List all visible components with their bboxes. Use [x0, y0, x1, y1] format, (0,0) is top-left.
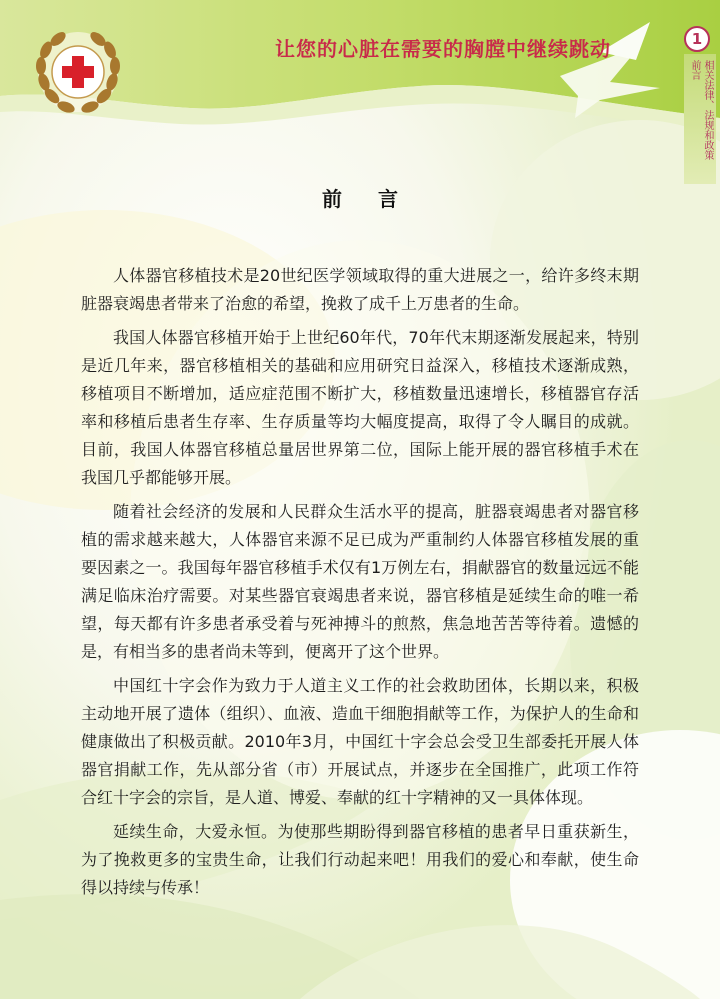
- paragraph: 延续生命，大爱永恒。为使那些期盼得到器官移植的患者早日重获新生，为了挽救更多的宝贵生命，让我们行动起来吧！用我们的爱心和奉献，使生命得以持续与传承！: [81, 822, 639, 897]
- red-cross-emblem-icon: [32, 28, 124, 116]
- paragraph: 人体器官移植技术是20世纪医学领域取得的重大进展之一，给许多终末期脏器衰竭患者带来了治愈的希望，挽救了成千上万患者的生命。: [81, 266, 639, 313]
- page-number: 1: [684, 26, 710, 52]
- side-tab-chapter-label: 前言: [689, 60, 700, 80]
- paragraph: 中国红十字会作为致力于人道主义工作的社会救助团体，长期以来，积极主动地开展了遗体（组织）、血液、造血干细胞捐献等工作，为保护人的生命和健康做出了积极贡献。2010年3月，中国红十字会总会受卫生部委托开展人体器官捐献工作，先从部分省（市）开展试点，并逐步在全国推广，此项工作符合红十字会的宗旨，是人道、博爱、奉献的红十字精神的又一具体体现。: [81, 676, 639, 807]
- header-slogan: 让您的心脏在需要的胸膛中继续跳动: [275, 37, 611, 61]
- paragraph: 我国人体器官移植开始于上世纪60年代，70年代末期逐渐发展起来，特别是近几年来，器官移植相关的基础和应用研究日益深入，移植技术逐渐成熟，移植项目不断增加，适应症范围不断扩大，移植数量迅速增长，移植器官存活率和移植后患者生存率、生存质量等均大幅度提高，取得了令人瞩目的成就。目前，我国人体器官移植总量居世界第二位，国际上能开展的器官移植手术在我国几乎都能够开展。: [81, 328, 639, 487]
- side-tab-section-label: 相关法律、法规和政策: [702, 60, 713, 160]
- document-title: 前言: [322, 187, 434, 211]
- paragraph: 随着社会经济的发展和人民群众生活水平的提高，脏器衰竭患者对器官移植的需求越来越大，人体器官来源不足已成为严重制约人体器官移植发展的重要因素之一。我国每年器官移植手术仅有1万例左右，捐献器官的数量远远不能满足临床治疗需要。对某些器官衰竭患者来说，器官移植是延续生命的唯一希望，每天都有许多患者承受着与死神搏斗的煎熬，焦急地苦苦等待着。遗憾的是，有相当多的患者尚未等到，便离开了这个世界。: [81, 502, 639, 661]
- document-body: [81, 262, 639, 908]
